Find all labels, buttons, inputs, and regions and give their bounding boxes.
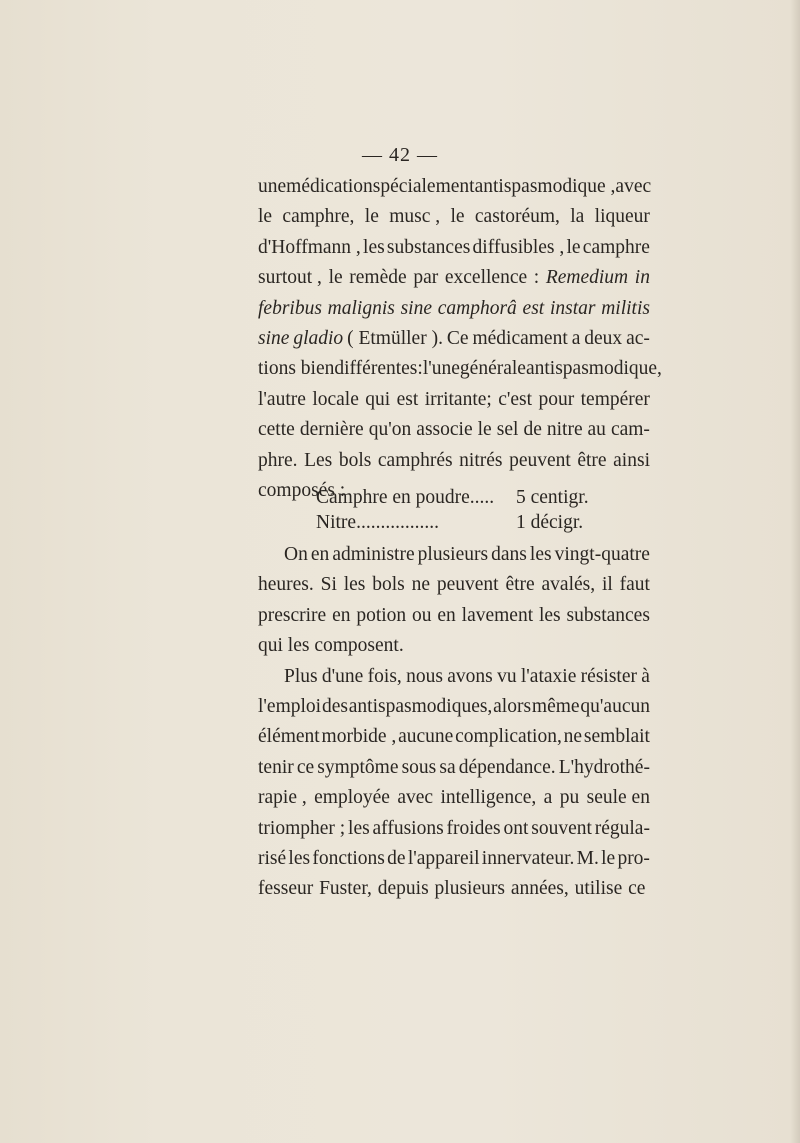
word: ou — [412, 604, 432, 626]
text-line — [258, 294, 650, 324]
word: ainsi — [613, 449, 650, 471]
word: peuvent — [509, 449, 571, 471]
text-line — [258, 540, 650, 570]
word: en — [332, 604, 351, 626]
word: l'appareil — [407, 847, 480, 869]
word: malignis — [327, 297, 395, 319]
word: tenir — [258, 756, 294, 778]
word: heures. — [258, 574, 314, 596]
word: lavement — [461, 604, 534, 626]
word: dans — [491, 544, 527, 565]
word: potion — [356, 604, 407, 626]
word: Si — [320, 574, 337, 596]
word: médication — [286, 176, 373, 197]
word: symptôme — [317, 756, 399, 778]
word: : — [417, 358, 423, 380]
word: qu'aucun — [580, 695, 650, 717]
word: complication, — [455, 726, 562, 748]
word: avalés, — [541, 574, 596, 596]
word: substances — [566, 604, 650, 626]
word: nous — [406, 665, 443, 687]
word: des — [321, 695, 348, 717]
word: musc , — [389, 206, 441, 228]
word: d'Hoffmann , — [258, 236, 361, 258]
word: composés : — [258, 479, 346, 501]
text-line — [258, 233, 650, 263]
word: camphrés — [377, 449, 453, 471]
word: le — [566, 236, 581, 258]
word: associe — [416, 419, 473, 441]
word: bols — [372, 574, 405, 596]
word: affusions — [372, 817, 444, 839]
recipe-line-nitre — [316, 510, 583, 536]
word: nitrés — [459, 449, 503, 471]
word: années, — [510, 878, 569, 900]
word: en — [437, 604, 456, 626]
word: Ce — [446, 327, 469, 349]
recipe-item-quantity: 1 décigr. — [516, 512, 584, 533]
text-line — [258, 446, 650, 476]
word: vingt-quatre — [554, 544, 650, 565]
text-line — [258, 692, 650, 722]
word: faut — [619, 574, 650, 596]
word: pu — [559, 787, 580, 809]
paragraph-3 — [258, 662, 650, 905]
page-edge-shadow — [790, 0, 800, 1143]
word: sa — [439, 756, 456, 778]
word: M. — [576, 847, 599, 869]
word: seule en — [586, 787, 650, 809]
word: le — [450, 206, 465, 228]
word: l'ataxie — [520, 665, 577, 687]
word: aucune — [398, 726, 454, 748]
word: vu — [497, 665, 517, 687]
word: ac- — [626, 327, 650, 349]
word: sine — [400, 297, 432, 319]
word: fesseur — [258, 878, 314, 900]
word: est — [396, 388, 419, 410]
word: camphorâ — [437, 297, 517, 319]
word: le — [328, 267, 343, 289]
body-text — [258, 172, 662, 506]
text-line — [258, 263, 650, 293]
word: phre. — [258, 449, 298, 471]
word: est — [522, 297, 545, 319]
word: dernière — [299, 419, 364, 441]
word: qui les composent. — [258, 635, 404, 657]
body-text-continued — [258, 540, 650, 905]
word: prescrire — [258, 604, 327, 626]
text-line — [258, 354, 662, 384]
text-line — [258, 172, 650, 202]
word: Remedium — [545, 267, 629, 289]
word: tempérer — [580, 388, 650, 410]
word: cette — [258, 419, 295, 441]
word: ( Etmüller ). — [347, 327, 443, 349]
word: gladio — [293, 327, 344, 349]
word: antispasmodique, — [525, 358, 662, 380]
word: c'est — [498, 388, 533, 410]
word: pour — [538, 388, 575, 410]
word: résister — [580, 665, 637, 687]
word: risé — [258, 847, 287, 869]
word: les — [363, 236, 385, 258]
word: rapie , — [258, 787, 307, 809]
word: régula- — [594, 817, 650, 839]
text-line — [258, 874, 650, 904]
word: in — [634, 267, 650, 289]
word: castoréum, — [474, 206, 560, 228]
word: surtout , — [258, 267, 322, 289]
word: les — [529, 544, 552, 565]
word: depuis — [377, 878, 429, 900]
word: par — [413, 267, 439, 289]
word: froides — [446, 817, 501, 839]
text-line — [258, 844, 650, 874]
word: la — [570, 206, 585, 228]
word: employée — [314, 787, 390, 809]
word: tions bien — [258, 358, 335, 380]
word: souvent — [531, 817, 592, 839]
word: morbide , — [321, 726, 397, 748]
word: dépendance. — [458, 756, 556, 778]
word: instar — [549, 297, 596, 319]
word: militis — [601, 297, 650, 319]
word: fois, — [367, 665, 402, 687]
text-line — [258, 753, 650, 783]
word: d'une — [321, 665, 364, 687]
word: plusieurs — [417, 544, 489, 565]
word: les — [348, 817, 370, 839]
word: de — [387, 847, 406, 869]
recipe-item-name: Camphre en poudre..... — [316, 487, 495, 508]
word: cam- — [610, 419, 650, 441]
word: qu'on — [368, 419, 412, 441]
word: nitre au — [546, 419, 606, 441]
text-line — [258, 814, 650, 844]
word: sous — [401, 756, 437, 778]
paragraph-1 — [258, 172, 662, 506]
word: pro- — [617, 847, 650, 869]
word: médicament — [472, 327, 568, 349]
word: avec — [615, 176, 652, 197]
word: de — [523, 419, 542, 441]
recipe-line-camphre — [316, 485, 589, 511]
word: qui — [365, 388, 391, 410]
word: Plus — [284, 665, 318, 687]
word: à — [641, 665, 650, 687]
text-line — [258, 324, 650, 354]
word: ce — [296, 756, 315, 778]
text-line — [258, 783, 650, 813]
word: Fuster, — [319, 878, 372, 900]
word: camphre, — [282, 206, 355, 228]
word: diffusibles , — [472, 236, 565, 258]
page-number: — 42 — — [362, 144, 438, 166]
word: deux — [584, 327, 623, 349]
word: substances — [386, 236, 471, 258]
word: avons — [447, 665, 493, 687]
word: ce — [628, 878, 646, 900]
word: une — [258, 176, 287, 197]
word: en — [310, 544, 330, 565]
word: innervateur. — [481, 847, 575, 869]
word: bols — [338, 449, 372, 471]
word: a — [543, 787, 553, 809]
recipe-item-name: Nitre................. — [316, 512, 439, 533]
text-line — [258, 662, 650, 692]
word: fonctions — [312, 847, 385, 869]
word: irritante; — [424, 388, 492, 410]
word: triompher ; — [258, 817, 346, 839]
word: L'hydrothé- — [558, 756, 650, 778]
word: antispasmodique , — [474, 176, 616, 197]
word: febribus — [258, 297, 322, 319]
word: alors — [493, 695, 532, 717]
word: liqueur — [594, 206, 650, 228]
word: camphre — [582, 236, 650, 258]
word: peuvent — [436, 574, 499, 596]
text-line — [258, 202, 650, 232]
word: différentes — [334, 358, 418, 380]
word: les — [288, 847, 311, 869]
word: ne — [411, 574, 431, 596]
word: a — [571, 327, 581, 349]
word: administre — [332, 544, 415, 565]
word: il — [601, 574, 613, 596]
word: le — [364, 206, 379, 228]
word: les — [538, 604, 561, 626]
word: excellence — [444, 267, 528, 289]
word: être — [505, 574, 535, 596]
word: le — [258, 206, 273, 228]
word: ont — [503, 817, 529, 839]
word: sine — [258, 327, 290, 349]
text-line — [258, 570, 650, 600]
word: Les — [304, 449, 333, 471]
word: le — [477, 419, 492, 441]
word: même — [531, 695, 580, 717]
text-line — [258, 601, 650, 631]
word: semblait — [583, 726, 650, 748]
word: les — [343, 574, 366, 596]
word: locale — [312, 388, 359, 410]
paragraph-2 — [258, 540, 650, 662]
text-line — [258, 722, 650, 752]
word: On — [284, 544, 308, 565]
text-line — [258, 631, 650, 661]
recipe-item-quantity: 5 centigr. — [516, 487, 589, 508]
word: l'autre — [258, 388, 306, 410]
word: l'emploi — [258, 695, 322, 717]
word: l'une — [422, 358, 460, 380]
text-line — [258, 385, 650, 415]
word: ne — [563, 726, 583, 748]
word: le — [601, 847, 616, 869]
word: remède — [349, 267, 407, 289]
word: antispasmodiques, — [348, 695, 493, 717]
word: intelligence, — [440, 787, 537, 809]
word: spécialement — [372, 176, 475, 197]
word: générale — [459, 358, 526, 380]
word: utilise — [574, 878, 623, 900]
word: : — [533, 267, 540, 289]
word: élément — [258, 726, 320, 748]
word: sel — [496, 419, 519, 441]
word: avec — [397, 787, 434, 809]
text-line — [258, 415, 650, 445]
word: être — [577, 449, 607, 471]
word: plusieurs — [434, 878, 505, 900]
